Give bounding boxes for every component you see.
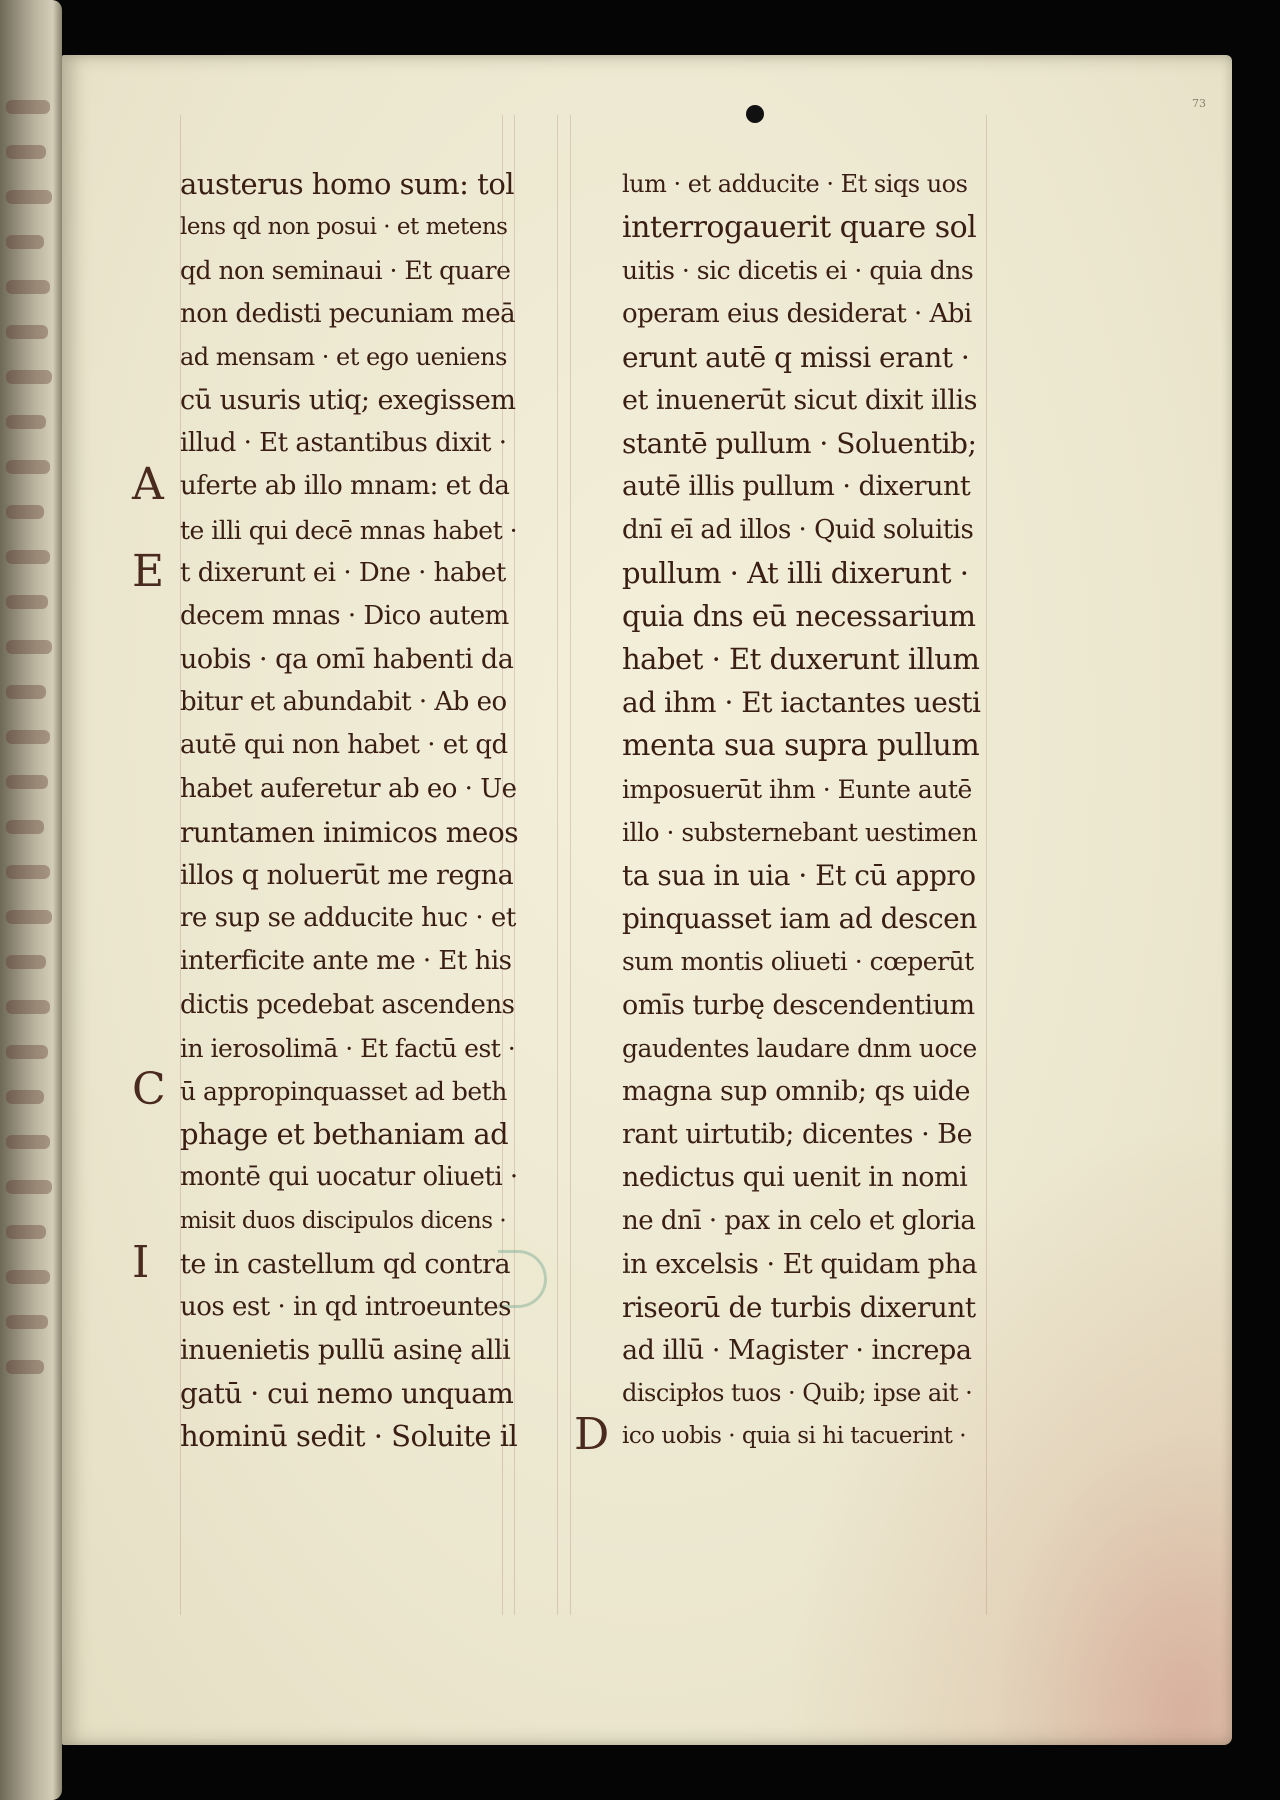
bleed-through-text	[6, 460, 50, 474]
bleed-through-text	[6, 280, 50, 294]
text-line	[560, 1113, 980, 1156]
text-line	[118, 1113, 518, 1156]
line-text: uitis · sic dicetis ei · quia dns	[622, 256, 974, 286]
line-text: sum montis oliueti · cœperūt	[622, 947, 974, 977]
initial-letter: I	[132, 1236, 149, 1288]
text-line	[118, 638, 518, 681]
manuscript-folio	[62, 55, 1232, 1745]
text-line	[560, 1070, 980, 1113]
bleed-through-text	[6, 865, 50, 879]
text-line	[118, 854, 518, 897]
text-line	[560, 724, 980, 767]
text-line	[118, 545, 518, 597]
text-line	[118, 509, 518, 552]
bleed-through-text	[6, 505, 44, 519]
text-line	[118, 897, 518, 940]
line-text: decem mnas · Dico autem	[180, 600, 509, 631]
bleed-through-text	[6, 820, 44, 834]
line-text: illo · substernebant uestimen	[622, 817, 978, 847]
line-text: gatū · cui nemo unquam	[180, 1377, 514, 1411]
text-line	[118, 1286, 518, 1329]
text-line	[118, 1200, 518, 1243]
bleed-through-text	[6, 1045, 48, 1059]
line-text: non dedisti pecuniam meā	[180, 298, 516, 329]
text-line	[560, 638, 980, 681]
previous-page-edge	[0, 0, 62, 1800]
line-text: menta sua supra pullum	[622, 728, 980, 764]
line-text: quia dns eū necessarium	[622, 598, 976, 633]
text-line	[560, 984, 980, 1027]
bleed-through-text	[6, 595, 48, 609]
binding-hole	[746, 105, 764, 123]
line-text: illos q noluerūt me regna	[180, 860, 514, 891]
text-line	[118, 293, 518, 336]
text-line	[118, 1329, 518, 1372]
line-text: gaudentes laudare dnm uoce	[622, 1033, 977, 1063]
line-text: ad mensam · et ego ueniens	[180, 342, 507, 371]
line-text: in ierosolimā · Et factū est ·	[180, 1033, 516, 1063]
line-text: erunt autē q missi erant ·	[622, 340, 970, 374]
text-line	[560, 768, 980, 811]
text-line	[560, 293, 980, 336]
bleed-through-text	[6, 1360, 44, 1374]
line-text: et inuenerūt sicut dixit illis	[622, 384, 977, 416]
text-line	[560, 940, 980, 983]
text-line	[118, 1063, 518, 1115]
line-text: riseorū de turbis dixerunt	[622, 1290, 976, 1324]
line-text: misit duos discipulos dicens ·	[180, 1207, 507, 1234]
text-line	[560, 1286, 980, 1329]
text-line	[560, 595, 980, 638]
bleed-through-text	[6, 1225, 46, 1239]
text-line	[560, 1027, 980, 1070]
text-line	[118, 336, 518, 379]
line-text: operam eius desiderat · Abi	[622, 298, 972, 329]
line-text: runtamen inimicos meos	[180, 815, 519, 849]
text-line	[560, 1200, 980, 1243]
text-line	[560, 1156, 980, 1199]
bleed-through-text	[6, 145, 46, 159]
text-line	[560, 1329, 980, 1372]
text-line	[560, 897, 980, 940]
bleed-through-text	[6, 1270, 50, 1284]
line-text: lum · et adducite · Et siqs uos	[622, 170, 968, 198]
text-line	[560, 336, 980, 379]
text-line	[118, 379, 518, 422]
bleed-through-text	[6, 550, 50, 564]
line-text: phage et bethaniam ad	[180, 1117, 509, 1152]
line-text: cū usuris utiq; exegissem	[180, 384, 516, 416]
line-text: habet auferetur ab eo · Ue	[180, 773, 517, 804]
text-line	[560, 249, 980, 292]
line-text: inuenietis pullū asinę alli	[180, 1335, 511, 1367]
line-text: dnī eī ad illos · Quid soluitis	[622, 514, 974, 545]
text-line	[118, 811, 518, 854]
line-text: uos est · in qd introeuntes	[180, 1291, 511, 1322]
text-line	[560, 422, 980, 465]
text-line	[118, 206, 518, 249]
line-text: autē illis pullum · dixerunt	[622, 471, 971, 503]
line-text: ico uobis · quia si hi tacuerint ·	[622, 1423, 967, 1450]
line-text: stantē pullum · Soluentib;	[622, 427, 977, 461]
line-text: nedictus qui uenit in nomi	[622, 1162, 968, 1194]
line-text: interrogauerit quare sol	[622, 210, 977, 246]
line-text: ta sua in uia · Et cū appro	[622, 859, 976, 892]
line-text: te in castellum qd contra	[180, 1248, 511, 1280]
text-line	[118, 940, 518, 983]
line-text: montē qui uocatur oliueti ·	[180, 1162, 518, 1193]
text-line	[560, 811, 980, 854]
line-text: austerus homo sum: tol	[180, 167, 515, 201]
bleed-through-text	[6, 370, 52, 384]
text-line	[560, 1409, 980, 1461]
line-text: re sup se adducite huc · et	[180, 903, 516, 934]
bleed-through-text	[6, 1000, 50, 1014]
initial-letter: D	[574, 1409, 609, 1461]
text-line	[118, 459, 518, 511]
line-text: ad ihm · Et iactantes uesti	[622, 686, 981, 720]
text-line	[560, 552, 980, 595]
bleed-through-text	[6, 325, 48, 339]
line-text: dictis pcedebat ascendens	[180, 989, 515, 1020]
line-text: qd non seminaui · Et quare	[180, 256, 511, 286]
line-text: ne dnī · pax in celo et gloria	[622, 1205, 976, 1236]
ruling-line	[557, 115, 558, 1615]
initial-letter: C	[132, 1063, 166, 1115]
bleed-through-text	[6, 100, 50, 114]
left-text-column	[118, 163, 518, 1459]
text-line	[560, 1372, 980, 1415]
text-line	[118, 681, 518, 724]
ruling-line	[986, 115, 987, 1615]
bleed-through-text	[6, 685, 46, 699]
bleed-through-text	[6, 1090, 44, 1104]
text-line	[118, 1156, 518, 1199]
line-text: pullum · At illi dixerunt ·	[622, 555, 969, 590]
initial-letter: A	[132, 459, 164, 511]
right-text-column	[560, 163, 980, 1459]
line-text: lens qd non posui · et metens	[180, 214, 508, 241]
text-line	[560, 206, 980, 249]
bleed-through-text	[6, 415, 46, 429]
line-text: bitur et abundabit · Ab eo	[180, 687, 507, 718]
bleed-through-text	[6, 910, 52, 924]
bleed-through-text	[6, 955, 46, 969]
text-line	[560, 379, 980, 422]
line-text: illud · Et astantibus dixit ·	[180, 428, 507, 459]
text-line	[118, 249, 518, 292]
text-line	[118, 595, 518, 638]
line-text: pinquasset iam ad descen	[622, 902, 977, 936]
line-text: rant uirtutib; dicentes · Be	[622, 1119, 973, 1151]
bleed-through-text	[6, 190, 52, 204]
line-text: interficite ante me · Et his	[180, 946, 512, 977]
text-line	[560, 1243, 980, 1286]
text-line	[118, 724, 518, 767]
line-text: discipłos tuos · Quib; ipse ait ·	[622, 1379, 973, 1408]
line-text: habet · Et duxerunt illum	[622, 642, 980, 677]
text-line	[118, 768, 518, 811]
line-text: uobis · qa omī habenti da	[180, 644, 514, 676]
line-text: te illi qui decē mnas habet ·	[180, 515, 518, 545]
line-text: in excelsis · Et quidam pha	[622, 1248, 977, 1280]
bleed-through-text	[6, 1315, 48, 1329]
bleed-through-text	[6, 640, 52, 654]
text-line	[118, 163, 518, 206]
text-line	[560, 163, 980, 206]
text-line	[118, 422, 518, 465]
line-text: imposuerūt ihm · Eunte autē	[622, 774, 972, 804]
bleed-through-text	[6, 1180, 52, 1194]
line-text: hominū sedit · Soluite il	[180, 1419, 518, 1454]
line-text: autē qui non habet · et qd	[180, 730, 508, 761]
initial-letter: E	[132, 545, 164, 597]
text-line	[560, 509, 980, 552]
text-line	[118, 984, 518, 1027]
line-text: uferte ab illo mnam: et da	[180, 471, 510, 502]
folio-number: 73	[1192, 97, 1206, 110]
bleed-through-text	[6, 730, 50, 744]
line-text: ū appropinquasset ad beth	[180, 1076, 507, 1106]
text-line	[118, 1027, 518, 1070]
text-line	[118, 1236, 518, 1288]
bleed-through-text	[6, 1135, 50, 1149]
text-line	[560, 465, 980, 508]
line-text: omīs turbę descendentium	[622, 989, 975, 1021]
line-text: t dixerunt ei · Dne · habet	[180, 557, 506, 588]
bleed-through-text	[6, 235, 44, 249]
bleed-through-text	[6, 775, 48, 789]
line-text: magna sup omnib; qs uide	[622, 1075, 971, 1107]
text-line	[560, 681, 980, 724]
text-line	[118, 1372, 518, 1415]
line-text: ad illū · Magister · increpa	[622, 1335, 972, 1367]
text-line	[560, 854, 980, 897]
text-line	[118, 1415, 518, 1458]
